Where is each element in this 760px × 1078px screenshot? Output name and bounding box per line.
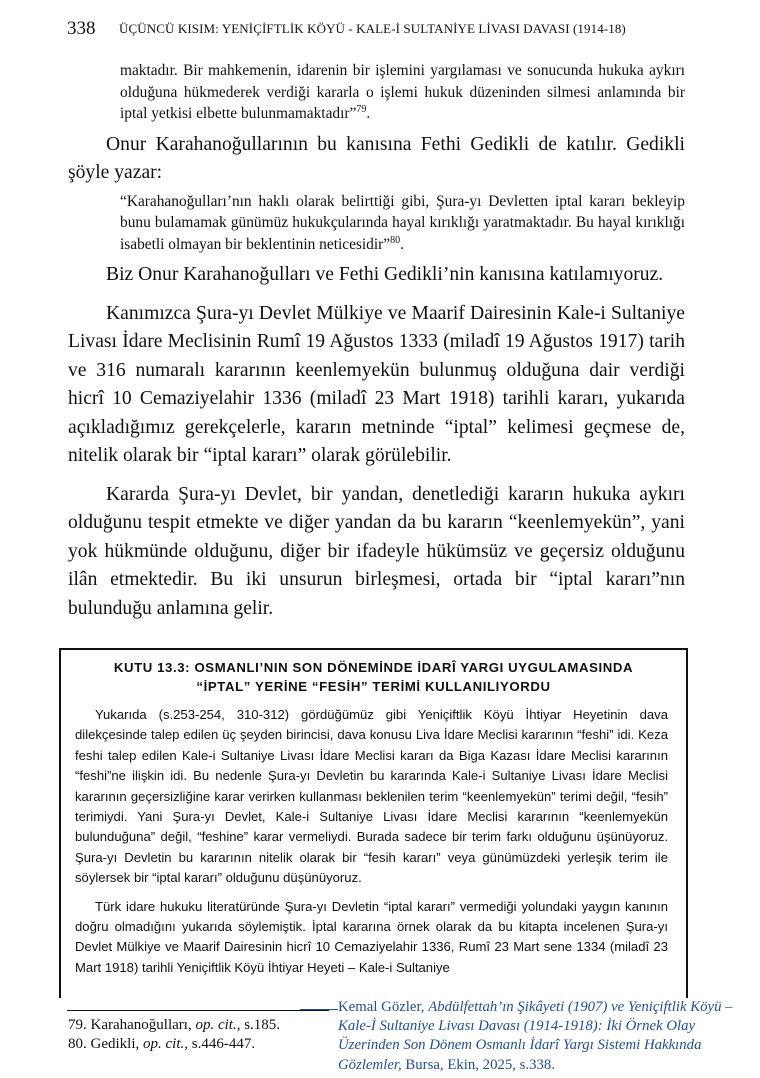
citation-author: Kemal Gözler, — [338, 999, 425, 1015]
citation-publisher: Bursa, Ekin, 2025, s.338. — [405, 1056, 556, 1073]
paragraph-4: Kararda Şura-yı Devlet, bir yandan, denetlediği kararın hukuka aykırı olduğunu tespit etmekte ve diğer yandan da bu kararın “keenlemyekün”, yani yok hükmünde olduğunu, diğer bir ifadeyle hükümsüz ve geçersiz olduğunu ilân etmektedir. Bu iki unsurun birleşmesi, ortada bir “iptal kararı”nın bulunduğu anlamına gelir. — [68, 483, 685, 619]
footnote-ref-80[interactable]: 80 — [390, 234, 401, 246]
box-title-line-1: KUTU 13.3: OSMANLI’NIN SON DÖNEMİNDE İDARÎ YARGI UYGULAMASINDA — [113, 660, 634, 675]
paragraph-3: Kanımızca Şura-yı Devlet Mülkiye ve Maarif Dairesinin Kale-i Sultaniye Livası İdare Meclisinin Rumî 19 Ağustos 1333 (miladî 19 Ağustos 1917) tarih ve 316 numaralı kararının keenlemyekün bulunmuş olduğuna dair verdiği hicrî 10 Cemaziyelahir 1336 (miladî 23 Mart 1918) tarihli kararı, yukarıda açıkladığımız gerekçelerle, kararın metninde “iptal” kelimesi geçmese de, nitelik olarak bir “iptal kararı” olarak görülebilir. — [68, 302, 685, 466]
quote-continuation: maktadır. Bir mahkemenin, idarenin bir işlemini yargılaması ve sonucunda hukuka aykırı olduğuna hükmederek verdiği kararla o işlemi hukuk düzeninden silmesi anlamında bir iptal yetkisi elbette bulunmamaktadır”$^{79}$. — [120, 62, 685, 122]
quote-gedikli: “Karahanoğulları’nın haklı olarak belirttiği gibi, Şura-yı Devletten iptal kararı bekleyip bunu bulamamak günümüz hukukçularında hayal kırıklığı yaratmaktadır. Bu hayal kırıklığı isabetli olmayan bir beklentinin neticesidir”$^{80}$. — [120, 192, 685, 253]
running-title: ÜÇÜNCÜ KISIM: YENİÇİFTLİK KÖYÜ - KALE-İ SULTANİYE LİVASI DAVASI (1914-18) — [119, 21, 626, 36]
citation-note — [338, 998, 760, 1075]
box-title — [71, 658, 676, 696]
main-text — [68, 60, 685, 623]
footnotes — [68, 1016, 280, 1053]
citation-rule — [300, 1009, 338, 1010]
box-paragraph-1: Yukarıda (s.253-254, 310-312) gördüğümüz gibi Yeniçiftlik Köyü İhtiyar Heyetinin dava dilekçesinde talep edilen üç şeyden birincisi, dava konusu Liva İdare Meclisi kararının “feshi” idi. Keza feshi talep edilen Kale-i Sultaniye Livası İdare Meclisi kararı da Biga Kazası İdare Meclisi kararının “feshi”ne ilişkin idi. Bu nedenle Şura-yı Devletin bu kararında Kale-i Sultaniye Livası İdare Meclisi kararının geçersizliğine karar verirken kullanması beklenilen terim “keenlemyekün” terimi değil, “fesih” terimiydi. Yani Şura-yı Devlet, Kale-i Sultaniye Livası İdare Meclisi kararının “keenlemyekün bulunduğuna” değil, “feshine” karar vermeliydi. Burada sadece bir terim farkı olduğunu üşünüyoruz. Şura-yı Devletin bu kararının nitelik olarak bir “fesih kararı” veya günümüzdeki yerleşik terim ile söylersek bir “iptal kararı” olduğunu düşünüyoruz. — [75, 707, 668, 886]
citation-title: Abdülfettah’ın Şikâyeti (1907) ve Yeniçiftlik Köyü – Kale-İ Sultaniye Livası Davası (1914-1918): İki Örnek Olay Üzerinden Son Dönem Osmanlı İdarî Yargı Sistemi Hakkında Gözlemler, — [338, 999, 733, 1073]
page-header — [67, 18, 687, 46]
footnote-ref-79[interactable]: 79 — [356, 103, 367, 115]
paragraph-2: Biz Onur Karahanoğulları ve Fethi Gedikli’nin kanısına katılamıyoruz. — [106, 264, 664, 285]
box-paragraph-2: Türk idare hukuku literatüründe Şura-yı Devletin “iptal kararı” vermediği yolundaki yaygın kanının doğru olmadığını yukarıda söylemiştik. İptal kararına örnek olarak da bu kitapta incelenen Şura-yı Devlet Mülkiye ve Maarif Dairesinin hicrî 10 Cemaziyelahir 1336, Rumî 23 Mart sene 1334 (miladî 23 Mart 1918) tarihli Yeniçiftlik Köyü İhtiyar Heyeti – Kale-i Sultaniye — [75, 898, 668, 975]
footnote-divider — [67, 1010, 329, 1011]
box-title-line-2: “İPTAL” YERİNE “FESİH” TERİMİ KULLANILIYORDU — [196, 679, 551, 694]
page-number: 338 — [67, 18, 96, 39]
info-box-13-3 — [59, 648, 688, 998]
footnote-79: 79. Karahanoğulları, op. cit., s.185. — [68, 1017, 281, 1033]
box-body — [75, 705, 668, 978]
footnote-80: 80. Gedikli, op. cit., s.446-447. — [68, 1035, 256, 1052]
paragraph-1: Onur Karahanoğullarının bu kanısına Fethi Gedikli de katılır. Gedikli şöyle yazar: — [68, 133, 685, 183]
